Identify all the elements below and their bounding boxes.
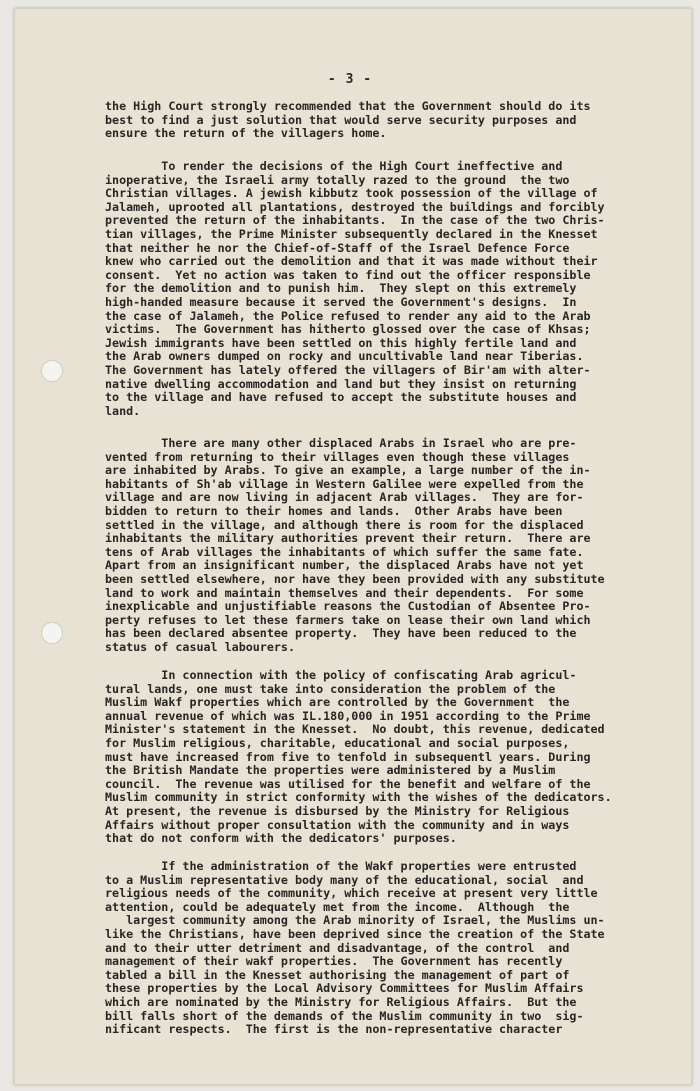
text-line: At present, the revenue is disbursed by the Ministry for Religious: [105, 803, 570, 818]
text-line: vented from returning to their villages even though these villages: [105, 449, 570, 464]
text-line: status of casual labourers.: [105, 639, 295, 654]
text-line: to the village and have refused to accept the substitute houses and: [105, 390, 577, 405]
text-line: Muslim Wakf properties which are controlled by the Government the: [105, 695, 570, 710]
text-line: high-handed measure because it served the Government's designs. In: [105, 294, 577, 309]
text-line: been settled elsewhere, nor have they been provided with any substitute: [105, 571, 605, 586]
text-line: religious needs of the community, which receive at present very little: [105, 886, 598, 901]
text-line: Jalameh, uprooted all plantations, destroyed the buildings and forcibly: [105, 199, 605, 214]
text-line: management of their wakf properties. The Government has recently: [105, 954, 563, 969]
text-line: best to find a just solution that would serve security purposes and: [105, 112, 577, 127]
paragraph-5: [105, 860, 685, 1037]
text-line: land.: [105, 403, 141, 418]
text-line: largest community among the Arab minority of Israel, the Muslims un-: [105, 913, 605, 928]
text-line: There are many other displaced Arabs in Israel who are pre-: [105, 436, 577, 450]
text-line: has been declared absentee property. They have been reduced to the: [105, 626, 577, 641]
punch-hole-top: [41, 360, 63, 382]
text-line: Affairs without proper consultation with the community and in ways: [105, 817, 570, 832]
page-number: - 3 -: [327, 72, 373, 87]
text-line: victims. The Government has hitherto glossed over the case of Khsas;: [105, 322, 591, 337]
text-line: land to work and maintain themselves and their dependents. For some: [105, 585, 584, 600]
text-line: The Government has lately offered the villagers of Bir'am with alter-: [105, 362, 591, 377]
text-line: inoperative, the Israeli army totally razed to the ground the two: [105, 172, 570, 187]
text-line: the case of Jalameh, the Police refused to render any aid to the Arab: [105, 308, 591, 323]
text-line: village and are now living in adjacent Arab villages. They are for-: [105, 490, 584, 505]
text-line: to a Muslim representative body many of the educational, social and: [105, 872, 584, 887]
text-line: bidden to return to their homes and lands. Other Arabs have been: [105, 503, 563, 518]
text-line: prevented the return of the inhabitants. In the case of the two Chris-: [105, 213, 605, 228]
text-line: native dwelling accommodation and land but they insist on returning: [105, 376, 577, 391]
text-line: these properties by the Local Advisory Committees for Muslim Affairs: [105, 981, 584, 996]
text-line: knew who carried out the demolition and that it was made without their: [105, 254, 598, 269]
text-line: inhabitants the military authorities prevent their return. There are: [105, 531, 591, 546]
text-line: Christian villages. A jewish kibbutz took possession of the village of: [105, 186, 598, 201]
text-line: tural lands, one must take into consideration the problem of the: [105, 681, 556, 696]
text-line: To render the decisions of the High Court ineffective and: [105, 159, 563, 173]
text-line: nificant respects. The first is the non-representative character: [105, 1022, 563, 1037]
text-line: for Muslim religious, charitable, educational and social purposes,: [105, 735, 570, 750]
text-line: inexplicable and unjustifiable reasons the Custodian of Absentee Pro-: [105, 599, 591, 614]
text-line: settled in the village, and although there is room for the displaced: [105, 517, 584, 532]
text-line: attention, could be adequately met from the income. Although the: [105, 899, 570, 914]
text-line: If the administration of the Wakf properties were entrusted: [105, 859, 577, 873]
text-line: the Arab owners dumped on rocky and uncultivable land near Tiberias.: [105, 349, 584, 364]
paragraph-1: [105, 100, 685, 141]
text-line: perty refuses to let these farmers take on lease their own land which: [105, 612, 591, 627]
text-line: are inhabited by Arabs. To give an example, a large number of the in-: [105, 463, 591, 478]
paragraph-4: [105, 669, 685, 846]
paragraph-3: [105, 437, 685, 655]
text-line: and to their utter detriment and disadvantage, of the control and: [105, 940, 570, 955]
text-line: must have increased from five to tenfold in subsequentl years. During: [105, 749, 591, 764]
text-line: Muslim community in strict conformity with the wishes of the dedicators.: [105, 790, 612, 805]
punch-hole-bottom: [41, 622, 63, 644]
text-line: the High Court strongly recommended that the Government should do its: [105, 99, 591, 113]
text-line: Apart from an insignificant number, the displaced Arabs have not yet: [105, 558, 584, 573]
text-line: the British Mandate the properties were administered by a Muslim: [105, 763, 556, 778]
text-line: for the demolition and to punish him. They slept on this extremely: [105, 281, 577, 296]
text-line: tian villages, the Prime Minister subsequently declared in the Knesset: [105, 226, 598, 241]
text-line: consent. Yet no action was taken to find out the officer responsible: [105, 267, 591, 282]
text-line: that do not conform with the dedicators' purposes.: [105, 831, 457, 846]
text-line: that neither he nor the Chief-of-Staff of the Israel Defence Force: [105, 240, 570, 255]
text-line: ensure the return of the villagers home.: [105, 126, 387, 141]
text-line: tabled a bill in the Knesset authorising the management of part of: [105, 967, 570, 982]
text-line: Jewish immigrants have been settled on this highly fertile land and: [105, 335, 577, 350]
text-line: bill falls short of the demands of the Muslim community in two sig-: [105, 1008, 584, 1023]
text-line: habitants of Sh'ab village in Western Galilee were expelled from the: [105, 476, 584, 491]
text-line: Minister's statement in the Knesset. No doubt, this revenue, dedicated: [105, 722, 605, 737]
text-line: tens of Arab villages the inhabitants of which suffer the same fate.: [105, 544, 584, 559]
text-line: council. The revenue was utilised for the benefit and welfare of the: [105, 776, 591, 791]
text-line: which are nominated by the Ministry for Religious Affairs. But the: [105, 994, 577, 1009]
text-line: In connection with the policy of confiscating Arab agricul-: [105, 668, 577, 682]
text-line: annual revenue of which was IL.180,000 in 1951 according to the Prime: [105, 708, 591, 723]
text-line: like the Christians, have been deprived since the creation of the State: [105, 926, 605, 941]
paragraph-2: [105, 160, 685, 418]
